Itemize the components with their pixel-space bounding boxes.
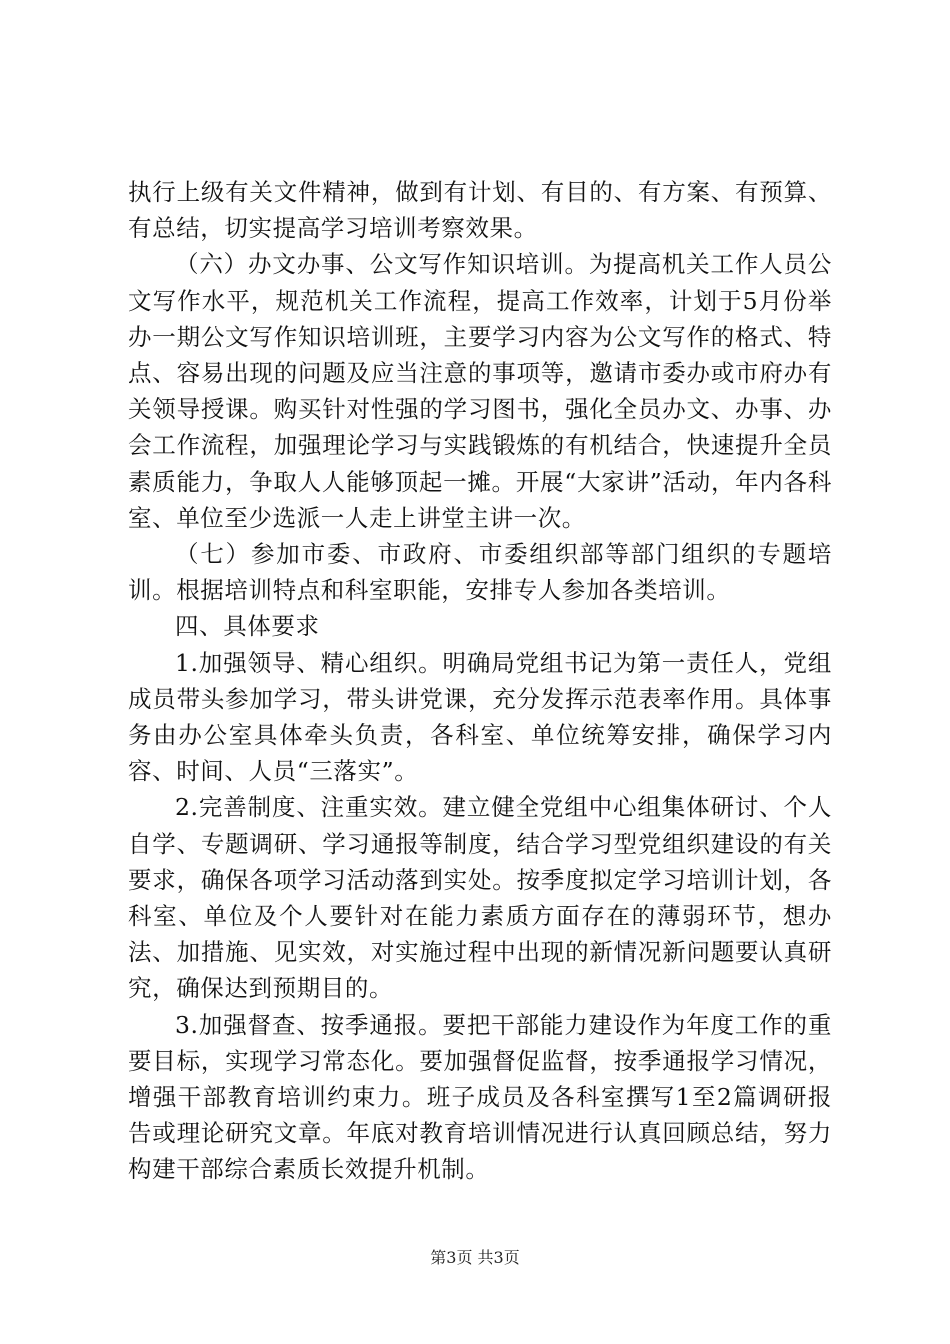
- page-number: 第3页 共3页: [430, 1248, 520, 1267]
- section-heading-requirements: 四、具体要求: [175, 612, 320, 641]
- paragraph-continuation: 执行上级有关文件精神，做到有计划、有目的、有方案、有预算、有总结，切实提高学习培训考察效果。: [128, 178, 832, 243]
- paragraph-requirement-3: 3.加强督查、按季通报。要把干部能力建设作为年度工作的重要目标，实现学习常态化。要加强督促监督，按季通报学习情况，增强干部教育培训约束力。班子成员及各科室撰写1至2篇调研报告或理论研究文章。年底对教育培训情况进行认真回顾总结，努力构建干部综合素质长效提升机制。: [128, 1010, 832, 1184]
- document-body: [128, 174, 832, 1188]
- page-footer: [0, 1245, 950, 1268]
- paragraph-requirement-1: 1.加强领导、精心组织。明确局党组书记为第一责任人，党组成员带头参加学习，带头讲党课，充分发挥示范表率作用。具体事务由办公室具体牵头负责，各科室、单位统筹安排，确保学习内容、时间、人员“三落实”。: [128, 648, 832, 786]
- paragraph-section-six: （六）办文办事、公文写作知识培训。为提高机关工作人员公文写作水平，规范机关工作流程，提高工作效率，计划于5月份举办一期公文写作知识培训班，主要学习内容为公文写作的格式、特点、容易出现的问题及应当注意的事项等，邀请市委办或市府办有关领导授课。购买针对性强的学习图书，强化全员办文、办事、办会工作流程，加强理论学习与实践锻炼的有机结合，快速提升全员素质能力，争取人人能够顶起一摊。开展“大家讲”活动，年内各科室、单位至少选派一人走上讲堂主讲一次。: [128, 250, 832, 532]
- paragraph-section-seven: （七）参加市委、市政府、市委组织部等部门组织的专题培训。根据培训特点和科室职能，安排专人参加各类培训。: [128, 540, 832, 605]
- paragraph-requirement-2: 2.完善制度、注重实效。建立健全党组中心组集体研讨、个人自学、专题调研、学习通报等制度，结合学习型党组织建设的有关要求，确保各项学习活动落到实处。按季度拟定学习培训计划，各科室、单位及个人要针对在能力素质方面存在的薄弱环节，想办法、加措施、见实效，对实施过程中出现的新情况新问题要认真研究，确保达到预期目的。: [128, 793, 832, 1003]
